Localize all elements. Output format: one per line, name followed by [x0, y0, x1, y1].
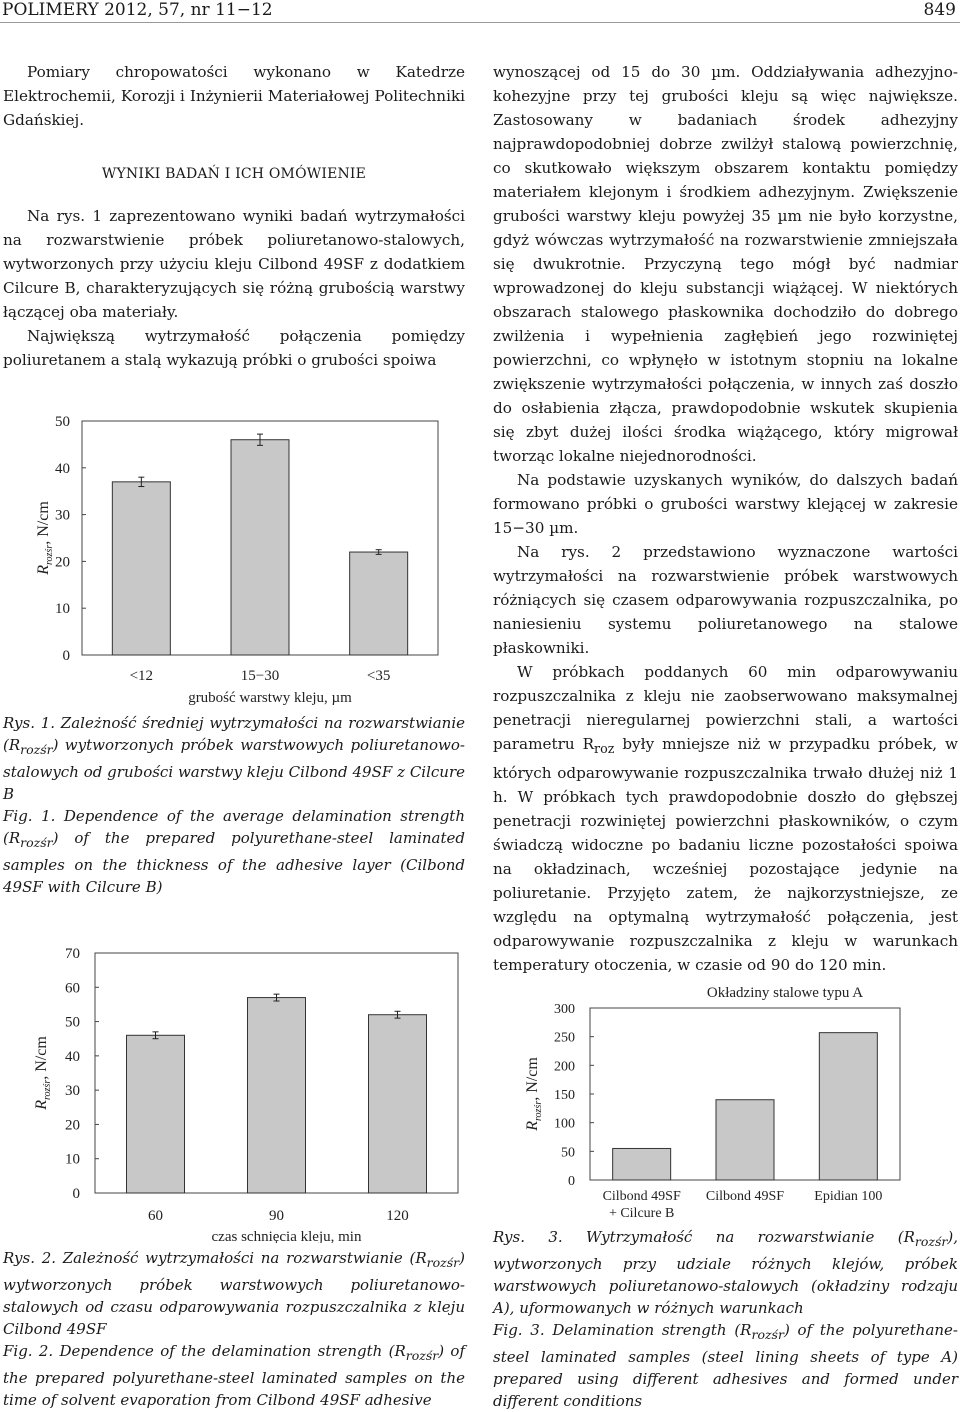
y-tick-label: 250 — [554, 1030, 575, 1046]
caption-text: Rys. 2. Zależność wytrzymałości na rozwarstwianie (R — [3, 1249, 427, 1267]
caption-text: ) wytworzonych próbek warstwowych poliuretanowo-stalowych od czasu odparowywania rozpuszczalnika z kleju Cilbond 49SF — [3, 1249, 465, 1338]
subscript: rozśr — [914, 1234, 948, 1249]
subscript: rozśr — [20, 742, 53, 757]
bar — [231, 440, 289, 655]
caption-text: Fig. 1. Dependence of the average delamination strength (R — [3, 807, 465, 847]
paragraph: wynoszącej od 15 do 30 µm. Oddziaływania adhezyjno-kohezyjne przy tej grubości kleju są więc największe. Zastosowany w badaniach środek adhezyjny najprawdopodobniej dobrze zwilżył stalową powierzchnię, co skutkowało większym obszarem kontaktu pomiędzy materiałem klejonym i środkiem adhezyjnym. Zwiększenie grubości warstwy kleju powyżej 35 µm nie było korzystne, gdyż wówczas wytrzymałość na rozwarstwienie zmniejszała się dwukrotnie. Przyczyną tego mógł być nadmiar wprowadzonej do kleju substancji wiążącej. W niektórych obszarach stalowego płaskownika dochodziło do dobrego zwilżenia i wypełnienia zagłębień jego rozwiniętej powierzchni, co wpłynęło w istotnym stopniu na lokalne zwiększenie wytrzymałości połączenia, w innych zaś doszło do osłabienia złącza, prawdopodobnie wskutek skupienia się zbyt dużej ilości środka wiążącego, który migrował tworząc lokalne niejednorodności. — [493, 63, 958, 465]
x-tick-label: <12 — [129, 668, 154, 684]
x-tick-label: 15−30 — [240, 668, 280, 684]
figure-3-caption — [493, 1226, 958, 1412]
bar — [369, 1015, 427, 1193]
y-tick-label: 10 — [65, 1151, 80, 1168]
bar — [248, 998, 306, 1193]
caption-english — [3, 1340, 465, 1411]
caption-text: ) of the prepared polyurethane-steel laminated samples on the time of solvent evaporation from Cilbond 49SF adhesive — [3, 1342, 465, 1409]
figure-3-chart — [505, 975, 955, 1225]
y-tick-label: 60 — [65, 980, 80, 997]
caption-text: ) of the prepared polyurethane-steel laminated samples on the thickness of the adhesive layer (Cilbond 49SF with Cilcure B) — [3, 829, 465, 896]
y-tick-label: 50 — [55, 414, 70, 430]
y-tick-label: 300 — [554, 1002, 575, 1017]
caption-text: Fig. 3. Delamination strength (R — [493, 1321, 752, 1339]
y-tick-label: 150 — [554, 1088, 575, 1103]
paragraph — [493, 660, 958, 977]
running-header — [0, 0, 960, 23]
y-tick-label: 0 — [62, 648, 70, 664]
caption-text: ) wytworzonych próbek warstwowych poliuretanowo-stalowych od grubości warstwy kleju Cilbond 49SF z Cilcure B — [3, 736, 465, 803]
figure-2-chart — [20, 938, 470, 1243]
y-tick-label: 30 — [65, 1083, 80, 1100]
y-tick-label: 0 — [568, 1174, 575, 1189]
x-tick-label: 60 — [148, 1208, 163, 1224]
figure-1-caption — [3, 712, 465, 898]
y-tick-label: 20 — [65, 1117, 80, 1134]
bar — [819, 1033, 877, 1180]
x-tick-label: + Cilcure B — [608, 1206, 675, 1221]
y-tick-label: 20 — [55, 554, 70, 571]
chart-title: Okładziny stalowe typu A — [706, 985, 864, 1001]
paragraph: Pomiary chropowatości wykonano w Katedrze Elektrochemii, Korozji i Inżynierii Materiałowej Politechniki Gdańskiej. — [3, 63, 465, 129]
caption-text: Fig. 2. Dependence of the delamination strength (R — [3, 1342, 406, 1360]
caption-polish — [3, 1247, 465, 1340]
figure-2-caption — [3, 1247, 465, 1411]
bar — [613, 1148, 671, 1180]
y-tick-label: 40 — [55, 460, 70, 477]
y-tick-label: 50 — [561, 1145, 575, 1161]
right-column — [493, 60, 958, 977]
bar — [716, 1100, 774, 1180]
x-tick-label: <35 — [366, 668, 391, 684]
y-axis-label: $R_{rozśr}$, N/cm — [524, 1057, 544, 1131]
figure-1-chart — [20, 405, 470, 705]
subscript: roz — [594, 741, 615, 757]
caption-text: Rys. 3. Wytrzymałość na rozwarstwianie (R — [493, 1228, 915, 1246]
paragraph: Największą wytrzymałość połączenia pomiędzy poliuretanem a stalą wykazują próbki o grubości spoiwa — [3, 327, 465, 369]
y-tick-label: 50 — [65, 1014, 80, 1031]
caption-english — [3, 805, 465, 898]
x-axis-label: grubość warstwy kleju, µm — [188, 690, 352, 705]
subscript: rozśr — [751, 1327, 784, 1342]
section-heading: WYNIKI BADAŃ I ICH OMÓWIENIE — [101, 166, 367, 182]
x-tick-label: 90 — [269, 1208, 284, 1224]
paragraph-text: były mniejsze niż w przypadku próbek, w których odparowywanie rozpuszczalnika trwało dłużej niż 1 h. W próbkach tych prawdopodobnie doszło do głębszej penetracji rozwiniętej powierzchni płaskowników, o czym świadczą widoczne po badaniu liczne pozostałości spoiwa na okładzinach, wcześniej pozostające jedynie na poliuretanie. Przyjęto zatem, że najkorzystniejsze, ze względu na optymalną wytrzymałość połączenia, jest odparowywanie rozpuszczalnika z kleju w warunkach temperatury otoczenia, w czasie od 90 do 120 min. — [493, 735, 958, 975]
bar — [112, 482, 170, 655]
y-tick-label: 10 — [55, 601, 70, 618]
journal-info: POLIMERY 2012, 57, nr 11−12 — [2, 0, 273, 20]
x-tick-label: Epidian 100 — [814, 1189, 883, 1204]
y-tick-label: 40 — [65, 1048, 80, 1065]
subscript: rozśr — [405, 1348, 439, 1363]
caption-text: ), wytworzonych przy udziale różnych klejów, próbek warstwowych poliuretanowo-stalowych (okładziny rodzaju A), uformowanych w różnych warunkach — [493, 1228, 958, 1317]
bar — [127, 1035, 185, 1193]
y-tick-label: 100 — [554, 1116, 575, 1132]
caption-text: Rys. 1. Zależność średniej wytrzymałości na rozwarstwianie (R — [3, 714, 465, 754]
x-tick-label: Cilbond 49SF — [602, 1189, 681, 1204]
y-axis-label: $R_{rozśr}$, N/cm — [35, 501, 55, 575]
subscript: rozśr — [426, 1255, 460, 1270]
page-number: 849 — [923, 0, 956, 20]
y-axis-label: $R_{rozśr}$, N/cm — [33, 1036, 53, 1110]
paragraph: Na rys. 2 przedstawiono wyznaczone wartości wytrzymałości na rozwarstwienie próbek warstwowych różniących się czasem odparowywania rozpuszczalnika, po naniesieniu systemu poliuretanowego na stalowe płaskowniki. — [493, 543, 958, 657]
paragraph-text: W próbkach poddanych 60 min odparowywaniu rozpuszczalnika z kleju nie zaobserwowano maksymalnej penetracji nieregularnej powierzchni stali, a wartości parametru R — [493, 663, 958, 753]
x-tick-label: 120 — [386, 1208, 409, 1224]
bar — [350, 552, 408, 655]
caption-polish — [3, 712, 465, 805]
y-tick-label: 200 — [554, 1059, 575, 1075]
left-column — [3, 60, 465, 372]
subscript: rozśr — [20, 835, 53, 850]
caption-text: ) of the polyurethane-steel laminated samples (steel lining sheets of type A) prepared using different adhesives and formed under different conditions — [493, 1321, 958, 1410]
y-tick-label: 70 — [65, 946, 80, 962]
paragraph: Na podstawie uzyskanych wyników, do dalszych badań formowano próbki o grubości warstwy klejącej w zakresie 15−30 µm. — [493, 471, 958, 537]
caption-polish — [493, 1226, 958, 1319]
caption-english — [493, 1319, 958, 1412]
x-axis-label: czas schnięcia kleju, min — [211, 1229, 362, 1243]
x-tick-label: Cilbond 49SF — [705, 1189, 785, 1204]
y-tick-label: 30 — [55, 507, 70, 524]
y-tick-label: 0 — [72, 1186, 80, 1202]
paragraph: Na rys. 1 zaprezentowano wyniki badań wytrzymałości na rozwarstwienie próbek poliuretanowo-stalowych, wytworzonych przy użyciu kleju Cilbond 49SF z dodatkiem Cilcure B, charakteryzujących się różną grubością warstwy łączącej oba materiały. — [3, 207, 465, 321]
